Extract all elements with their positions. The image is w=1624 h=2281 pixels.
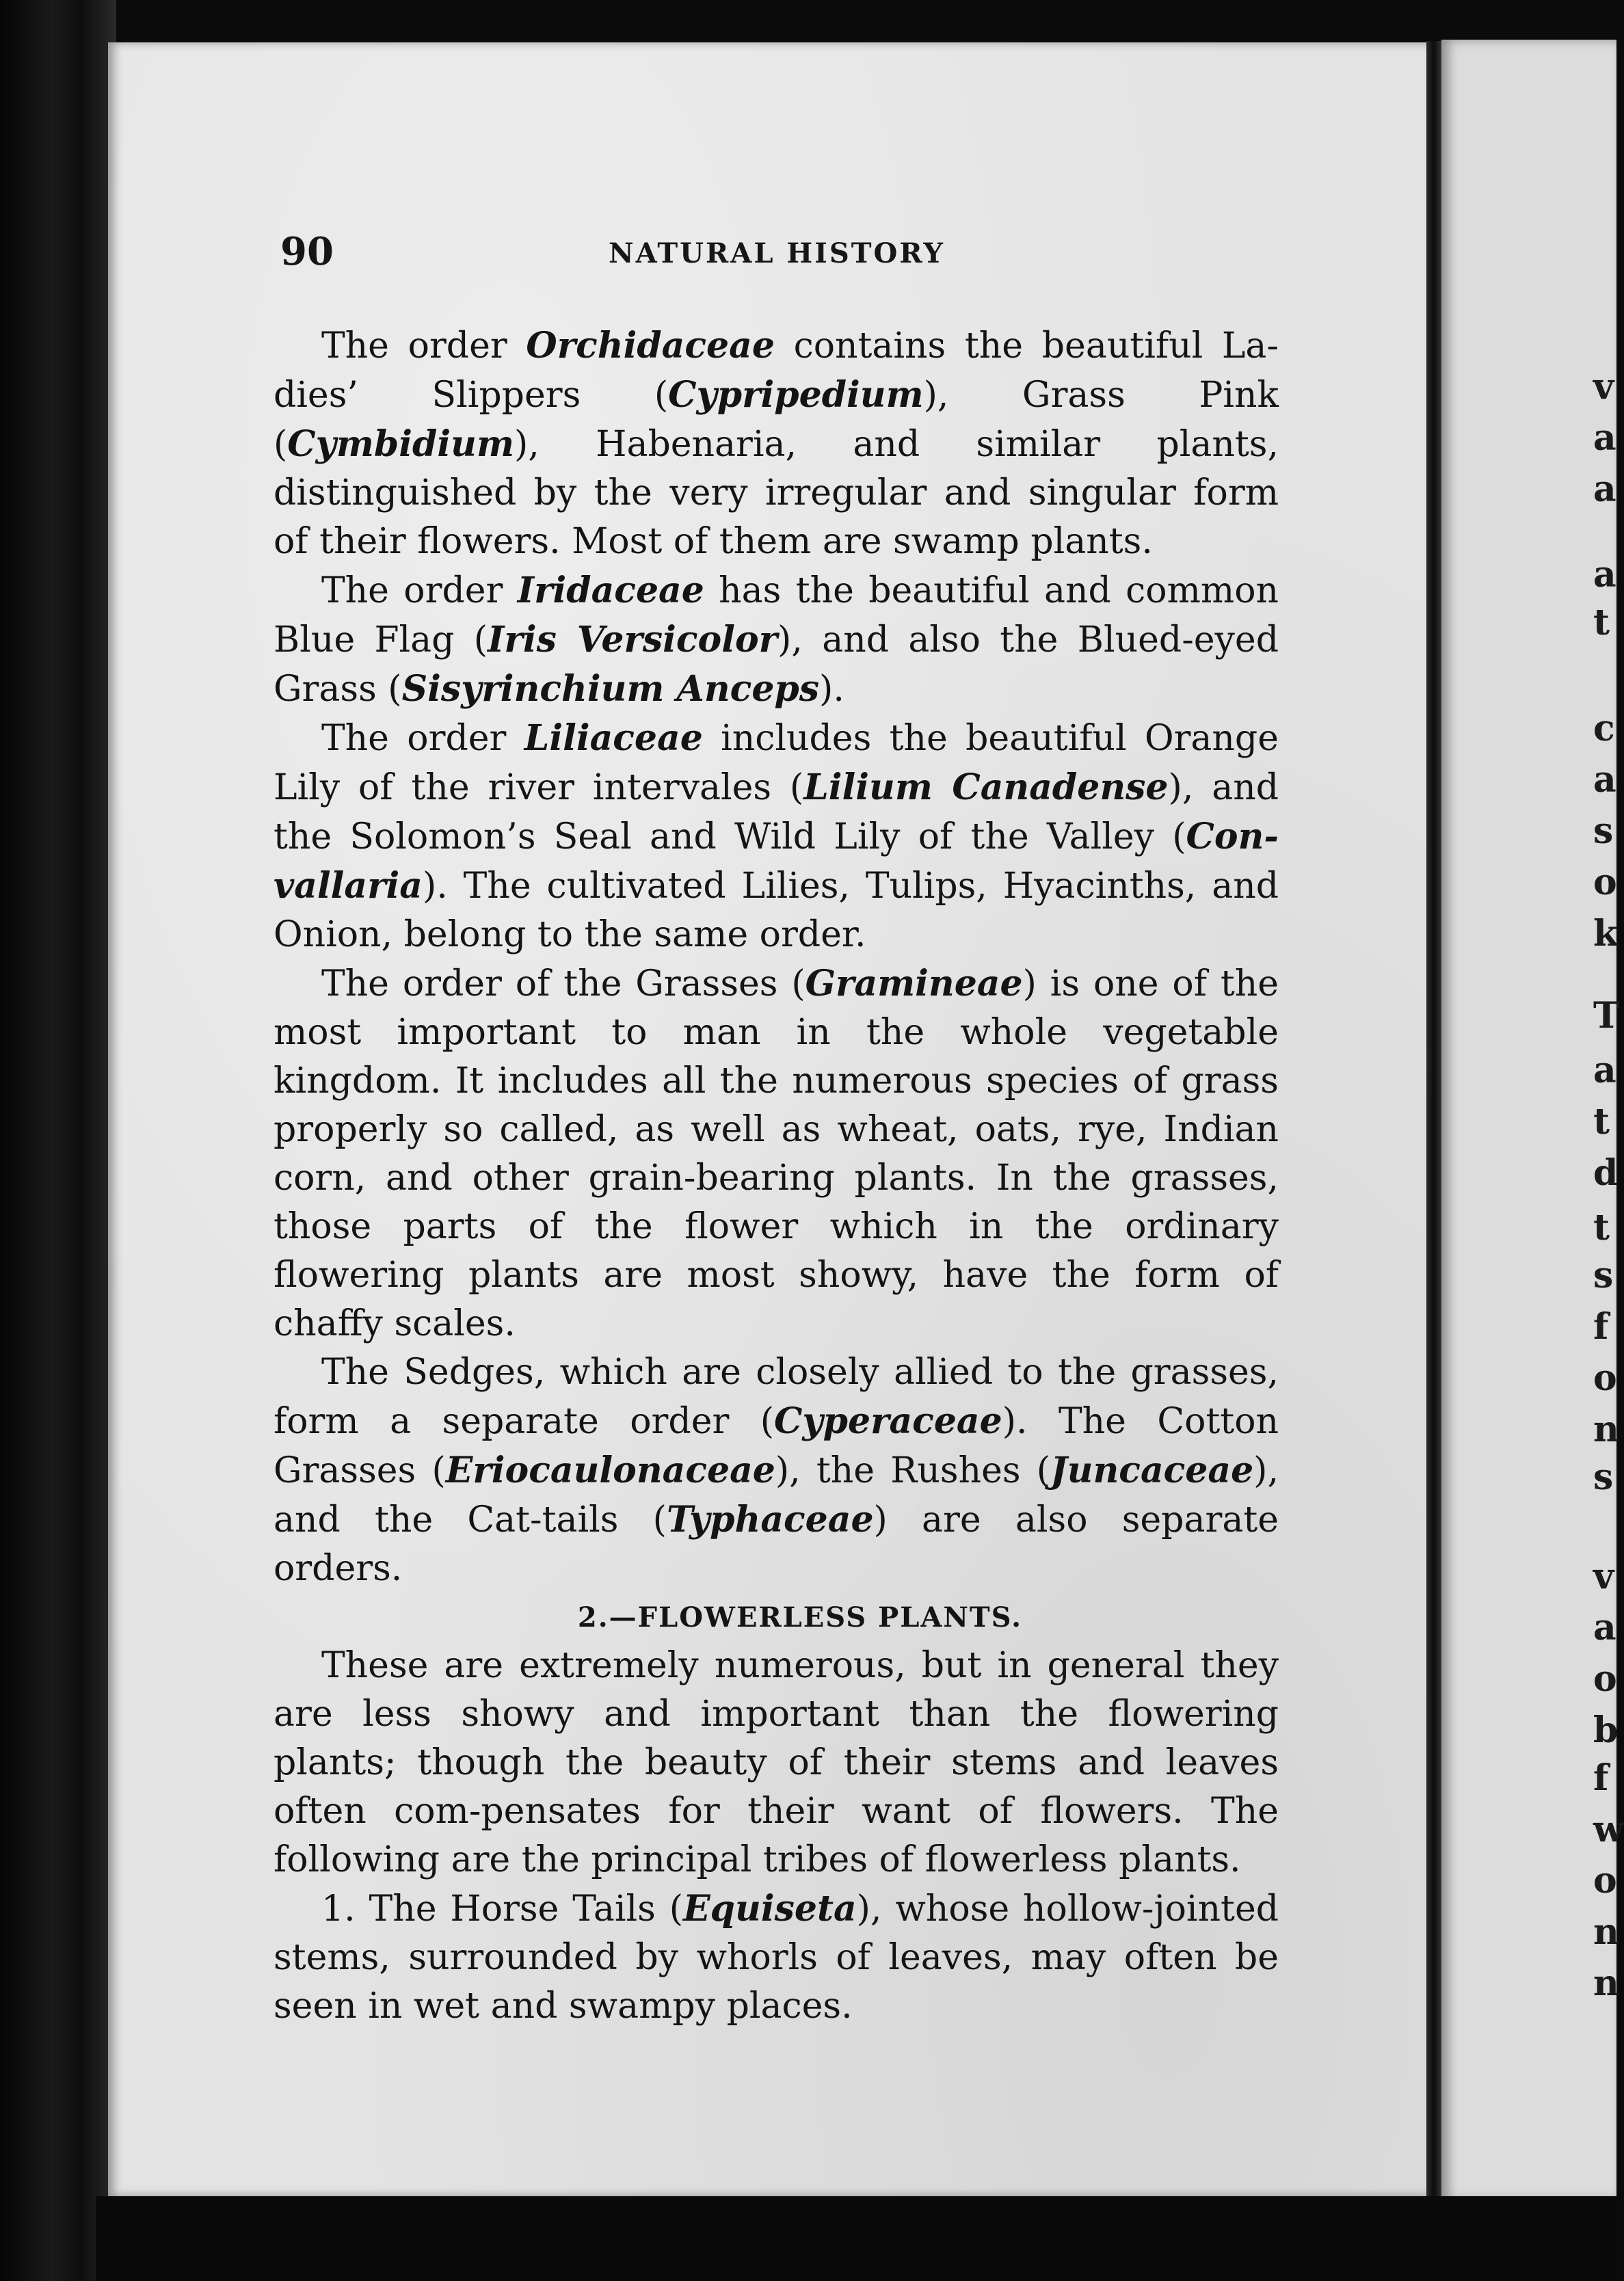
text-run: includes the beautiful Orange Lily of the river intervales (: [274, 718, 1279, 808]
paragraphs-flowering-plants: [274, 321, 1279, 1593]
text-run: ), and also the Blued-eyed Grass (: [274, 619, 1279, 710]
adjacent-page-letter: c: [1593, 708, 1615, 749]
text-run: has the beautiful and common Blue Flag (: [274, 570, 1279, 661]
running-title: NATURAL HISTORY: [609, 237, 945, 269]
scan-bottom-edge: [96, 2196, 1616, 2281]
adjacent-page-letter: f: [1593, 1757, 1609, 1799]
adjacent-page-letter: n: [1593, 1409, 1619, 1450]
adjacent-page-letter: v: [1593, 366, 1614, 408]
scientific-name: Equiseta: [683, 1888, 857, 1930]
adjacent-page-letter: a: [1593, 554, 1616, 596]
adjacent-page-letter: v: [1593, 1556, 1614, 1597]
paragraph: [274, 1642, 1279, 1884]
paragraph: [274, 714, 1279, 959]
text-run: ), the Rushes (: [775, 1450, 1051, 1491]
adjacent-page-letter: s: [1593, 1255, 1614, 1296]
adjacent-page-letter: n: [1593, 1962, 1619, 2004]
text-run: The order: [321, 570, 518, 611]
paragraphs-flowerless-plants: [274, 1642, 1279, 2031]
adjacent-page-letter: a: [1593, 1050, 1616, 1091]
adjacent-page-letter: a: [1593, 417, 1616, 459]
scientific-name: Juncaceae: [1050, 1450, 1254, 1491]
adjacent-page-letter: o: [1593, 1658, 1617, 1700]
scientific-name: Liliaceae: [524, 717, 703, 759]
text-run: The order of the Grasses (: [321, 963, 806, 1004]
scientific-name: Typhaceae: [666, 1499, 874, 1540]
scientific-name: Iris Versicolor: [488, 619, 778, 661]
text-run: ), and the Solomon’s Seal and Wild Lily of the Valley (: [274, 767, 1279, 857]
scientific-name: Cymbidium: [287, 423, 514, 465]
adjacent-page-edge: [1441, 40, 1619, 2200]
text-run: These are extremely numerous, but in general they are less showy and important than the flowering plants; though the beauty of their stems and leaves often com-pensates for their want of flowers. The following are the principal tribes of flowerless plants.: [274, 1645, 1279, 1880]
adjacent-page-letter: t: [1593, 1207, 1610, 1249]
text-run: The order: [321, 325, 527, 366]
paragraph: [274, 321, 1279, 566]
scientific-name: Eriocaulonaceae: [445, 1450, 775, 1491]
scientific-name: Sisyrinchium Anceps: [401, 668, 820, 710]
adjacent-page-letter: o: [1593, 1860, 1617, 1902]
text-run: The Sedges, which are closely allied to the grasses, form a separate order (: [274, 1352, 1279, 1442]
section-heading: 2.—FLOWERLESS PLANTS.: [577, 1601, 1023, 1633]
scientific-name: Lilium Canadense: [803, 766, 1169, 808]
page-header: [280, 229, 1279, 277]
adjacent-page-letter: k: [1593, 913, 1619, 955]
adjacent-page-letter: b: [1593, 1709, 1619, 1751]
adjacent-page-letter: n: [1593, 1911, 1619, 1953]
text-run: ) is one of the most important to man in the whole vegetable kingdom. It includes all the numerous species of grass properly so called, as well as wheat, oats, rye, Indian corn, and other grain-bearing plants. In the grasses, those parts of the flower which in the ordinary flowering plants are most showy, have the form of chaffy scales.: [274, 963, 1279, 1344]
text-run: ).: [819, 669, 844, 710]
scientific-name: Orchidaceae: [526, 325, 775, 366]
scientific-name: Gramineae: [805, 963, 1023, 1004]
paragraph: [274, 1348, 1279, 1593]
paragraph: [274, 1884, 1279, 2031]
text-run: ), whose hollow-jointed stems, surrounded by whorls of leaves, may often be seen in wet and swampy places.: [274, 1889, 1279, 2027]
text-run: contains the beautiful La-dies’ Slippers (: [274, 325, 1279, 416]
text-run: ). The Cotton Grasses (: [274, 1401, 1279, 1491]
text-run: The order: [321, 718, 524, 759]
adjacent-page-letter: T: [1593, 995, 1620, 1037]
scientific-name: Con-vallaria: [274, 816, 1279, 907]
paragraph: [274, 959, 1279, 1348]
page-number: 90: [280, 229, 334, 274]
adjacent-page-letter: d: [1593, 1152, 1619, 1194]
page-body-text: [274, 321, 1279, 2031]
adjacent-page-letter: s: [1593, 1456, 1614, 1498]
scientific-name: Cyperaceae: [774, 1400, 1002, 1442]
adjacent-page-letter: t: [1593, 602, 1610, 643]
adjacent-page-letter: o: [1593, 862, 1617, 903]
page-gutter-shadow: [1426, 41, 1441, 2202]
text-run: ), Habenaria, and similar plants, distinguished by the very irregular and singular form of their flowers. Most of them are swamp plants.: [274, 424, 1279, 562]
text-run: ). The cultivated Lilies, Tulips, Hyacinths, and Onion, belong to the same order.: [274, 866, 1279, 955]
text-run: ), and the Cat-tails (: [274, 1450, 1279, 1540]
text-run: ) are also separate orders.: [274, 1499, 1279, 1589]
adjacent-page-letter: a: [1593, 1607, 1616, 1649]
adjacent-page-letter: s: [1593, 810, 1614, 852]
adjacent-page-letter: a: [1593, 759, 1616, 801]
text-run: ), Grass Pink (: [274, 375, 1279, 465]
text-run: 1. The Horse Tails (: [321, 1889, 684, 1930]
scientific-name: Iridaceae: [517, 570, 704, 611]
paragraph: [274, 566, 1279, 714]
adjacent-page-letter: a: [1593, 468, 1616, 510]
adjacent-page-letter: t: [1593, 1101, 1610, 1143]
adjacent-page-letter: w: [1593, 1809, 1624, 1850]
scientific-name: Cypripedium: [668, 374, 924, 416]
book-binding-edge: [0, 0, 116, 2281]
adjacent-page-letter: o: [1593, 1357, 1617, 1399]
adjacent-page-letter: f: [1593, 1306, 1609, 1348]
